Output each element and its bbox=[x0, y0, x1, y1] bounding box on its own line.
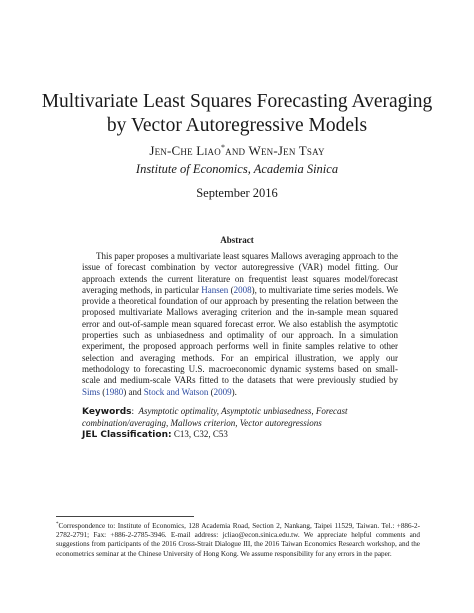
abstract-text-3: ) and bbox=[123, 386, 144, 397]
citation-hansen[interactable]: Hansen bbox=[201, 284, 229, 295]
abstract-text-1: This paper proposes a multivariate least squares Mallows averaging approach to the issue of forecast combination by vector autoregressive (VAR) model fitting. Our approach extends the current literature on frequentist least squares model/forecast averaging methods, in particular bbox=[82, 251, 398, 295]
affiliation: Institute of Economics, Academia Sinica bbox=[135, 162, 339, 176]
title-line-2: by Vector Autoregressive Models bbox=[106, 115, 368, 136]
keywords-block bbox=[82, 406, 398, 430]
citation-stock-watson[interactable]: Stock and Watson bbox=[143, 386, 209, 397]
author-1: Jen-Che Liao bbox=[149, 143, 221, 158]
abstract-paren-3: ( bbox=[208, 386, 214, 397]
keywords-text: Asymptotic optimality, Asymptotic unbiasedness, Forecast combination/averaging, Mallows criterion, Vector autoregressions bbox=[82, 406, 348, 429]
jel-block bbox=[82, 429, 398, 441]
publication-date: September 2016 bbox=[196, 186, 278, 200]
abstract-heading: Abstract bbox=[220, 235, 254, 245]
author-2: Wen-Jen Tsay bbox=[248, 143, 325, 158]
title-line-1: Multivariate Least Squares Forecasting Averaging bbox=[41, 91, 433, 112]
footnote bbox=[56, 520, 420, 559]
author-conjunction: and bbox=[225, 143, 246, 158]
keywords-label: Keywords bbox=[82, 407, 132, 417]
footnote-rule bbox=[56, 516, 194, 517]
footnote-text: Correspondence to: Institute of Economics, 128 Academia Road, Section 2, Nankang, Taipei 11529, Taiwan. Tel.: +886-2-2782-2791; Fax: +886-2-2785-3946. E-mail address: jcliao@econ.sinica.edu.tw. We appreciate helpful comments and suggestions from participants of the 2016 Cross-Strait Dialogue III, the 2016 Taiwan Economics Research workshop, and the econometrics seminar at the Chinese University of Hong Kong. We assume responsibility for any errors in the paper. bbox=[56, 522, 420, 558]
citation-hansen-year[interactable]: 2008 bbox=[233, 284, 252, 295]
citation-sims[interactable]: Sims bbox=[82, 386, 101, 397]
correspondence-marker: * bbox=[220, 143, 226, 152]
footnote-marker: * bbox=[56, 522, 59, 527]
citation-stock-watson-year[interactable]: 2009 bbox=[213, 386, 232, 397]
citation-sims-year[interactable]: 1980 bbox=[105, 386, 124, 397]
abstract-text-4: ). bbox=[231, 386, 237, 397]
jel-codes: C13, C32, C53 bbox=[173, 429, 228, 439]
abstract-paren-1: ( bbox=[228, 284, 234, 295]
jel-label: JEL Classification: bbox=[82, 430, 172, 440]
keywords-colon: : bbox=[131, 406, 135, 416]
paper-title bbox=[0, 90, 474, 138]
author-list bbox=[0, 143, 474, 159]
abstract-body bbox=[82, 251, 398, 398]
abstract-text-2: ), to multivariate time series models. We provide a theoretical foundation of our approach by presenting the relation between the proposed multivariate Mallows averaging criterion and the in-sample mean squared error and out-of-sample mean squared forecast error. We also establish the asymptotic properties such as unbiasedness and optimality of our approach. In a simulation experiment, the proposed approach performs well in finite samples relative to other selection and averaging methods. For an empirical illustration, we apply our methodology to forecasting U.S. macroeconomic dynamic systems based on small-scale and medium-scale VARs fitted to the datasets that were previously studied by bbox=[82, 284, 399, 386]
abstract-paren-2: ( bbox=[100, 386, 106, 397]
